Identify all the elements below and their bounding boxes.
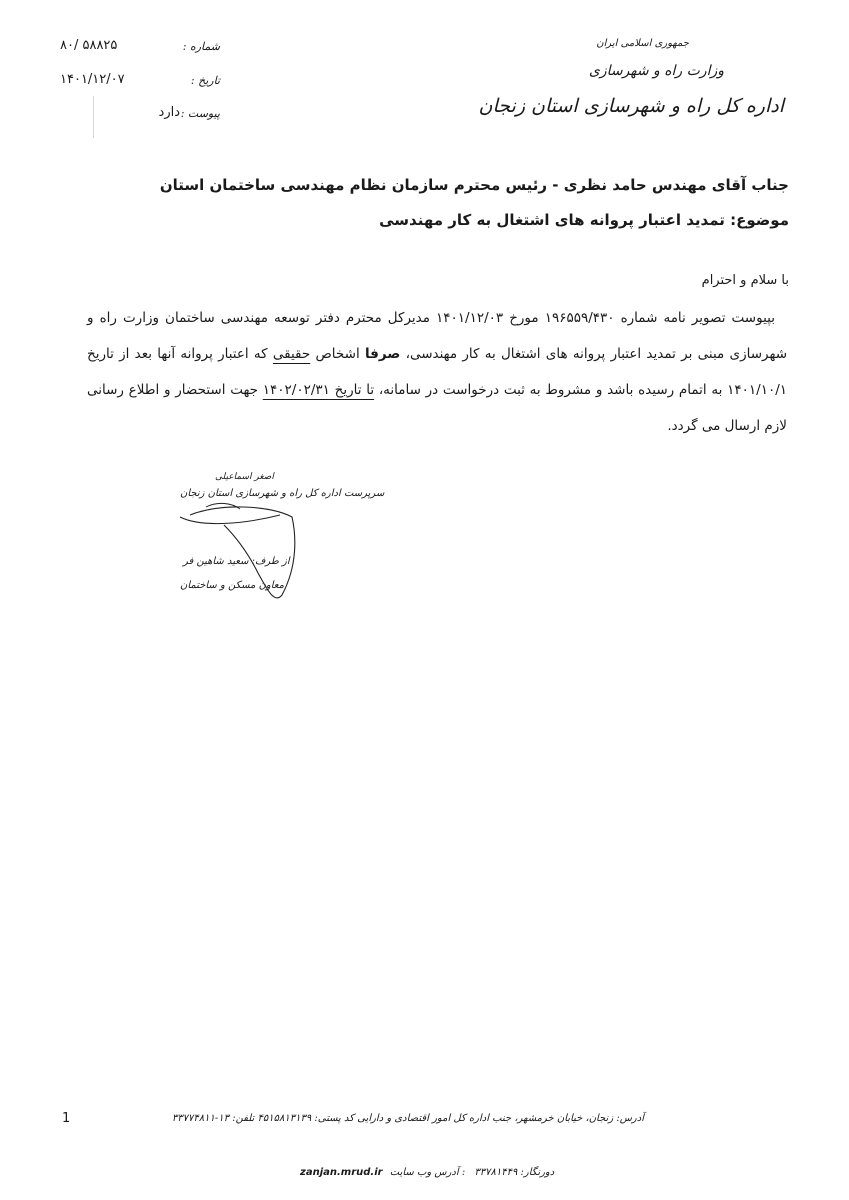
letter-number-value: ۸۰/ ۵۸۸۲۵ <box>60 38 118 53</box>
greeting: با سلام و احترام <box>701 273 789 288</box>
subject-label: موضوع: <box>730 211 789 229</box>
fax-number: دورنگار: ۳۳۷۸۱۴۴۹ <box>474 1167 555 1178</box>
on-behalf-title: معاون مسکن و ساختمان <box>180 580 284 591</box>
page-number: 1 <box>62 1111 71 1126</box>
body-underline-natural-persons: حقیقی <box>272 346 311 362</box>
signatory-title: سرپرست اداره کل راه و شهرسازی استان زنجان <box>180 488 385 499</box>
letter-attachment-label: پیوست : <box>180 107 220 120</box>
footer-website <box>300 1167 554 1178</box>
body-part-2: اشخاص <box>315 346 360 362</box>
website-label: : آدرس وب سایت <box>389 1167 466 1178</box>
body-emphasis: صرفا <box>364 346 401 362</box>
handwritten-signature <box>170 495 310 615</box>
letter-date-row <box>60 72 220 94</box>
letter-body <box>87 300 787 444</box>
footer-address: آدرس: زنجان، خیابان خرمشهر، جنب اداره کل امور اقتصادی و دارایی کد پستی: ۴۵۱۵۸۱۳۱۳۹ تلفن: ۱۳-۳۳۷۷۴۸۱۱ <box>171 1113 644 1124</box>
letter-attachment-row <box>60 105 220 127</box>
on-behalf-line: از طرف: سعید شاهین فر <box>183 556 290 567</box>
body-underline-deadline: تا تاریخ ۱۴۰۲/۰۲/۳۱ <box>262 382 375 398</box>
letter-attachment-value: دارد <box>158 105 180 120</box>
website-url[interactable]: zanjan.mrud.ir <box>300 1167 383 1178</box>
letterhead-department: اداره کل راه و شهرسازی استان زنجان <box>478 95 784 117</box>
letter-number-row <box>60 38 220 60</box>
subject-line <box>69 211 789 229</box>
letterhead-country: جمهوری اسلامی ایران <box>596 38 689 49</box>
meta-divider <box>93 96 94 138</box>
letterhead-ministry: وزارت راه و شهرسازی <box>588 63 724 79</box>
signatory-name: اصغر اسماعیلی <box>215 472 274 482</box>
body-part-4: جهت استحضار و اطلاع رسانی لازم ارسال می گردد. <box>87 382 787 434</box>
letter-date-label: تاریخ : <box>190 74 220 87</box>
letter-date-value: ۱۴۰۱/۱۲/۰۷ <box>60 72 125 87</box>
body-part-3: که اعتبار پروانه آنها بعد از تاریخ ۱۴۰۱/۱۰/۱ به اتمام رسیده باشد و مشروط به ثبت درخواست در سامانه، <box>87 346 787 398</box>
body-part-1: بپیوست تصویر نامه شماره ۱۹۶۵۵۹/۴۳۰ مورخ ۱۴۰۱/۱۲/۰۳ مدیرکل محترم دفتر توسعه مهندسی ساختمان وزارت راه و شهرسازی مبنی بر تمدید اعتبار پروانه های اشتغال به کار مهندسی، <box>87 310 788 362</box>
recipient-line: جناب آقای مهندس حامد نظری - رئیس محترم سازمان نظام مهندسی ساختمان استان <box>159 176 789 194</box>
letter-number-label: شماره : <box>182 40 220 53</box>
subject-text: تمدید اعتبار پروانه های اشتغال به کار مهندسی <box>379 211 725 229</box>
